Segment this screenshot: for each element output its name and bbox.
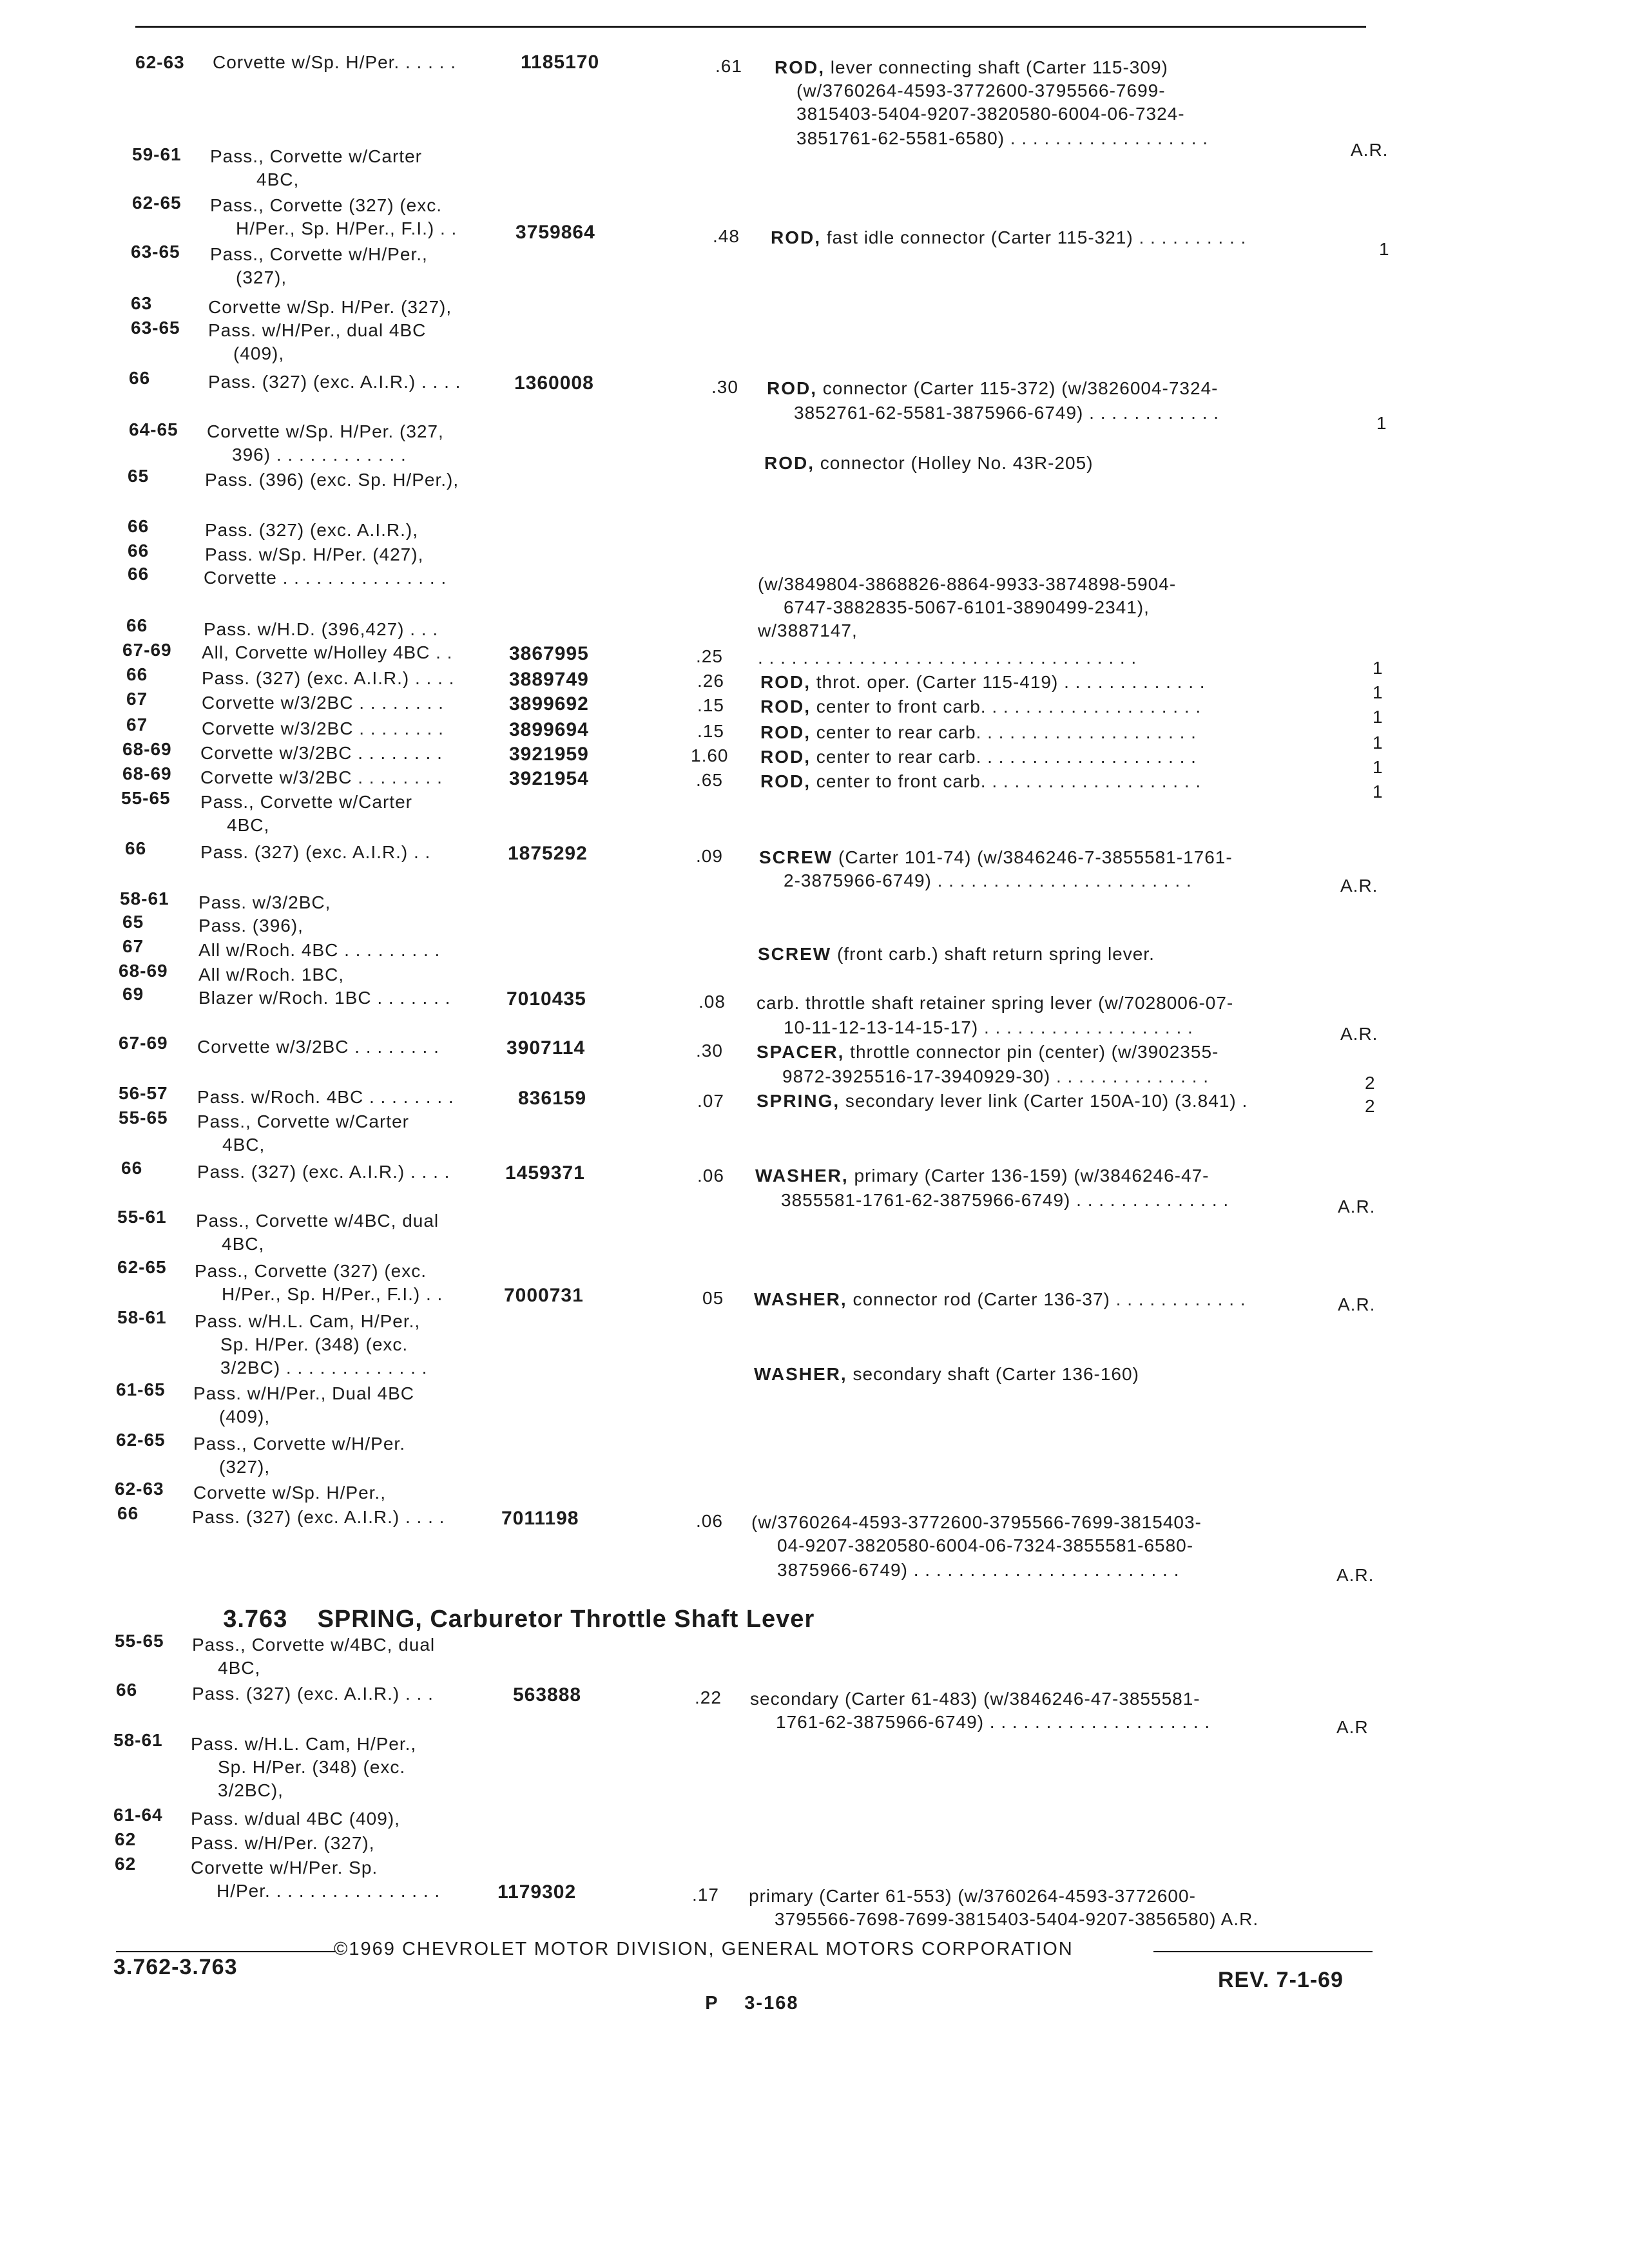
application-line: 65 [128, 466, 149, 486]
application-line: 65 [122, 912, 144, 932]
application-line: 59-61 [132, 144, 182, 164]
application-line: 58-61 [113, 1730, 163, 1750]
part-description: center to front carb. . . . . . . . . . . . . . . . . . . . [811, 697, 1202, 716]
application-line: Pass., Corvette w/H/Per., [210, 244, 428, 264]
application-line: 55-65 [119, 1108, 168, 1128]
application-line: 67 [126, 715, 148, 735]
part-number: 563888 [513, 1684, 582, 1706]
price: .09 [696, 846, 723, 866]
part-number: 3899694 [509, 719, 589, 740]
description-line [757, 1090, 1248, 1112]
application-line: Pass. w/H.D. (396,427) . . . [204, 619, 439, 639]
description-line [775, 57, 1168, 79]
application-line: Pass., Corvette w/Carter [210, 146, 422, 166]
price: .65 [696, 770, 723, 790]
application-line: 68-69 [122, 764, 172, 783]
description-line: 10-11-12-13-14-15-17) . . . . . . . . . . . . . . . . . . . [784, 1017, 1193, 1037]
description-line: 3855581-1761-62-3875966-6749) . . . . . . . . . . . . . . [781, 1190, 1229, 1210]
application-line: Pass. w/H.L. Cam, H/Per., [191, 1734, 417, 1754]
part-keyword: SCREW [759, 847, 833, 867]
application-line: 67-69 [119, 1033, 168, 1053]
application-line: Pass., Corvette w/Carter [200, 792, 412, 812]
part-number: 1360008 [514, 372, 594, 394]
application-line: (409), [219, 1407, 271, 1427]
application-line: 69 [122, 984, 144, 1004]
price: .17 [692, 1885, 719, 1905]
description-line: secondary (Carter 61-483) (w/3846246-47-3855581- [750, 1689, 1200, 1709]
quantity: 2 [1365, 1096, 1376, 1116]
part-keyword: ROD, [760, 722, 811, 742]
description-line [760, 671, 1206, 693]
part-keyword: ROD, [760, 697, 811, 716]
application-line: Pass. (396), [198, 916, 304, 936]
quantity: A.R. [1340, 1024, 1378, 1044]
application-line: 63 [131, 293, 153, 313]
part-description: (Carter 101-74) (w/3846246-7-3855581-1761- [833, 847, 1233, 867]
description-line: 04-9207-3820580-6004-06-7324-3855581-6580- [777, 1535, 1194, 1555]
description-line: 1761-62-3875966-6749) . . . . . . . . . . . . . . . . . . . . [776, 1712, 1211, 1732]
quantity: 2 [1365, 1073, 1376, 1093]
description-line [760, 696, 1201, 718]
application-line: 58-61 [117, 1307, 167, 1327]
application-line: 3/2BC), [218, 1780, 284, 1800]
application-line: H/Per. . . . . . . . . . . . . . . . [217, 1881, 441, 1901]
application-line: 62 [115, 1829, 137, 1849]
application-line: Corvette w/3/2BC . . . . . . . . [200, 767, 443, 787]
part-description: center to rear carb. . . . . . . . . . . . . . . . . . . . [811, 722, 1197, 742]
application-line: H/Per., Sp. H/Per., F.I.) . . [222, 1284, 443, 1304]
part-number: 3899692 [509, 693, 589, 715]
price: .25 [696, 646, 723, 666]
description-line: (w/3760264-4593-3772600-3795566-7699- [796, 81, 1166, 101]
application-line: 68-69 [119, 961, 168, 981]
application-line: 67 [126, 689, 148, 709]
quantity: A.R. [1338, 1196, 1376, 1216]
application-line: 68-69 [122, 739, 172, 759]
application-line: 67 [122, 936, 144, 956]
application-line: All w/Roch. 4BC . . . . . . . . . [198, 940, 441, 960]
price: .30 [711, 377, 738, 397]
section-title: SPRING, Carburetor Throttle Shaft Lever [317, 1606, 815, 1633]
part-description: primary (Carter 136-159) (w/3846246-47- [848, 1166, 1210, 1186]
application-line: 66 [129, 368, 151, 388]
application-line: Pass. (327) (exc. A.I.R.) . . . . [202, 668, 455, 688]
application-line: 66 [128, 516, 149, 536]
part-keyword: WASHER, [754, 1364, 847, 1384]
part-keyword: SPRING, [757, 1091, 840, 1111]
application-line: Pass. w/H.L. Cam, H/Per., [195, 1311, 421, 1331]
top-rule [135, 26, 1366, 28]
application-line: Corvette w/3/2BC . . . . . . . . [202, 693, 444, 713]
footer-section-range: 3.762-3.763 [113, 1955, 238, 1979]
application-line: Pass., Corvette w/Carter [197, 1111, 409, 1131]
part-keyword: SCREW [758, 944, 832, 964]
price: .08 [699, 992, 726, 1012]
application-line: Pass. w/Roch. 4BC . . . . . . . . [197, 1087, 454, 1107]
application-line: Pass., Corvette (327) (exc. [210, 195, 443, 215]
description-line [767, 378, 1218, 399]
description-line: 9872-3925516-17-3940929-30) . . . . . . . . . . . . . . [782, 1066, 1210, 1086]
application-line: Blazer w/Roch. 1BC . . . . . . . [198, 988, 451, 1008]
quantity: 1 [1373, 707, 1383, 727]
description-line: 2-3875966-6749) . . . . . . . . . . . . . . . . . . . . . . . [784, 870, 1192, 890]
application-line: 62-63 [115, 1479, 164, 1499]
application-line: Pass. (327) (exc. A.I.R.), [205, 520, 418, 540]
application-line: Pass. (327) (exc. A.I.R.) . . . . [197, 1162, 450, 1182]
part-description: center to front carb. . . . . . . . . . . . . . . . . . . . [811, 771, 1202, 791]
part-description: throt. oper. (Carter 115-419) . . . . . . . . . . . . . [811, 672, 1206, 692]
application-line: Pass., Corvette w/4BC, dual [192, 1635, 436, 1655]
price: .06 [696, 1511, 723, 1531]
part-number: 3759864 [516, 222, 595, 243]
part-number: 7010435 [506, 988, 586, 1010]
application-line: Pass. (327) (exc. A.I.R.) . . . [192, 1684, 434, 1704]
description-line: primary (Carter 61-553) (w/3760264-4593-3772600- [749, 1886, 1196, 1906]
section-number: 3.763 [223, 1606, 288, 1633]
application-line: Corvette w/Sp. H/Per. . . . . . [213, 52, 457, 72]
price: 05 [702, 1288, 724, 1308]
application-line: All, Corvette w/Holley 4BC . . [202, 642, 453, 662]
application-line: H/Per., Sp. H/Per., F.I.) . . [236, 218, 458, 238]
quantity: A.R. [1336, 1565, 1374, 1585]
description-line [759, 847, 1233, 869]
application-line: 61-64 [113, 1805, 163, 1825]
part-keyword: ROD, [764, 453, 815, 473]
application-line: 66 [126, 664, 148, 684]
description-line: (w/3760264-4593-3772600-3795566-7699-3815403- [751, 1512, 1202, 1532]
part-number: 3867995 [509, 643, 589, 664]
description-line: carb. throttle shaft retainer spring lever (w/7028006-07- [757, 993, 1234, 1013]
part-keyword: ROD, [767, 378, 817, 398]
part-keyword: ROD, [771, 227, 821, 247]
part-description: connector (Carter 115-372) (w/3826004-7324- [817, 378, 1219, 398]
description-line [758, 943, 1155, 965]
application-line: 56-57 [119, 1083, 168, 1103]
part-keyword: WASHER, [754, 1289, 847, 1309]
quantity: 1 [1373, 658, 1383, 678]
quantity: A.R. [1351, 140, 1389, 160]
part-number: 7000731 [504, 1285, 584, 1306]
application-line: 55-65 [115, 1631, 164, 1651]
application-line: 62-65 [116, 1430, 166, 1450]
quantity: 1 [1373, 682, 1383, 702]
price: .22 [695, 1687, 722, 1707]
description-line: 3852761-62-5581-3875966-6749) . . . . . . . . . . . . [794, 403, 1220, 423]
application-line: Pass. w/Sp. H/Per. (427), [205, 544, 424, 564]
application-line: Corvette w/H/Per. Sp. [191, 1858, 378, 1878]
application-line: Pass., Corvette w/H/Per. [193, 1434, 405, 1454]
footer-revision: REV. 7-1-69 [1218, 1968, 1344, 1992]
application-line: 66 [121, 1158, 143, 1178]
part-number: 1459371 [505, 1162, 585, 1184]
part-number: 1179302 [497, 1881, 577, 1903]
application-line: Pass. (396) (exc. Sp. H/Per.), [205, 470, 459, 490]
price: .30 [696, 1041, 723, 1061]
price: .61 [715, 56, 742, 76]
part-description: throttle connector pin (center) (w/3902355- [844, 1042, 1219, 1062]
application-line: 4BC, [256, 169, 300, 189]
application-line: Corvette . . . . . . . . . . . . . . . [204, 568, 447, 588]
application-line: Pass. (327) (exc. A.I.R.) . . [200, 842, 431, 862]
description-line [771, 227, 1246, 249]
application-line: 55-65 [121, 788, 171, 808]
part-number: 1185170 [521, 52, 600, 73]
application-line: Corvette w/3/2BC . . . . . . . . [200, 743, 443, 763]
application-line: Sp. H/Per. (348) (exc. [220, 1334, 409, 1354]
application-line: Sp. H/Per. (348) (exc. [218, 1757, 406, 1777]
footer-page-number: 3-168 [744, 1993, 799, 2013]
footer-rule-right [1153, 1951, 1373, 1952]
quantity: 1 [1373, 757, 1383, 777]
quantity: 1 [1373, 733, 1383, 753]
application-line: 66 [117, 1503, 139, 1523]
description-line [754, 1289, 1246, 1311]
part-description: lever connecting shaft (Carter 115-309) [825, 57, 1168, 77]
description-line: (w/3849804-3868826-8864-9933-3874898-5904- [758, 574, 1177, 594]
description-line: 3851761-62-5581-6580) . . . . . . . . . . . . . . . . . . [796, 128, 1209, 148]
application-line: Corvette w/Sp. H/Per. (327), [208, 297, 452, 317]
application-line: Pass. (327) (exc. A.I.R.) . . . . [192, 1507, 445, 1527]
application-line: 4BC, [218, 1658, 261, 1678]
application-line: Corvette w/Sp. H/Per., [193, 1483, 386, 1503]
price: .15 [697, 721, 724, 741]
application-line: 66 [126, 615, 148, 635]
part-number: 836159 [518, 1088, 587, 1109]
quantity: A.R. [1340, 876, 1378, 896]
part-keyword: ROD, [775, 57, 825, 77]
application-line: 66 [128, 564, 149, 584]
application-line: Corvette w/3/2BC . . . . . . . . [202, 718, 444, 738]
part-description: center to rear carb. . . . . . . . . . . . . . . . . . . . [811, 747, 1197, 767]
application-line: Pass. w/3/2BC, [198, 892, 331, 912]
quantity: A.R [1336, 1717, 1369, 1737]
quantity: 1 [1373, 782, 1383, 802]
application-line: 62-63 [135, 52, 185, 72]
description-line [755, 1165, 1209, 1187]
part-keyword: ROD, [760, 747, 811, 767]
footer-page-ref [679, 1970, 798, 2036]
part-description: connector rod (Carter 136-37) . . . . . . . . . . . . [847, 1289, 1246, 1309]
application-line: 63-65 [131, 318, 180, 338]
application-line: Pass. w/H/Per., dual 4BC [208, 320, 427, 340]
application-line: Pass. w/dual 4BC (409), [191, 1809, 400, 1829]
application-line: 55-61 [117, 1207, 167, 1227]
description-line: 6747-3882835-5067-6101-3890499-2341), [784, 597, 1150, 617]
application-line: Pass. w/H/Per., Dual 4BC [193, 1383, 415, 1403]
price: .06 [697, 1166, 724, 1186]
description-line [754, 1363, 1139, 1385]
description-line [764, 452, 1094, 474]
application-line: 62-65 [117, 1257, 167, 1277]
description-line: w/3887147, [758, 620, 858, 640]
application-line: 4BC, [222, 1135, 265, 1155]
application-line: Corvette w/Sp. H/Per. (327, [207, 421, 444, 441]
application-line: 66 [128, 541, 149, 561]
part-keyword: ROD, [760, 672, 811, 692]
footer-page-prefix: P [705, 1993, 719, 2013]
part-keyword: WASHER, [755, 1166, 849, 1186]
application-line: (409), [233, 343, 285, 363]
price: .07 [697, 1091, 724, 1111]
application-line: Pass. w/H/Per. (327), [191, 1833, 375, 1853]
application-line: 64-65 [129, 419, 178, 439]
application-line: (327), [236, 267, 287, 287]
description-line [760, 746, 1197, 768]
description-line: . . . . . . . . . . . . . . . . . . . . . . . . . . . . . . . . . . [758, 648, 1137, 668]
application-line: 62-65 [132, 193, 182, 213]
application-line: 3/2BC) . . . . . . . . . . . . . [220, 1358, 428, 1378]
application-line: Pass., Corvette (327) (exc. [195, 1261, 427, 1281]
part-number: 7011198 [501, 1508, 579, 1529]
description-line: 3795566-7698-7699-3815403-5404-9207-3856580) A.R. [775, 1909, 1259, 1929]
part-description: fast idle connector (Carter 115-321) . . . . . . . . . . [821, 227, 1247, 247]
application-line: (327), [219, 1457, 271, 1477]
application-line: 61-65 [116, 1379, 166, 1399]
application-line: 66 [125, 838, 147, 858]
description-line: 3875966-6749) . . . . . . . . . . . . . . . . . . . . . . . . [777, 1560, 1180, 1580]
footer-rule-left [116, 1951, 335, 1952]
part-number: 3921954 [509, 768, 589, 789]
part-description: secondary shaft (Carter 136-160) [847, 1364, 1139, 1384]
application-line: 63-65 [131, 242, 180, 262]
part-description: (front carb.) shaft return spring lever. [831, 944, 1155, 964]
application-line: Pass. (327) (exc. A.I.R.) . . . . [208, 372, 461, 392]
application-line: 62 [115, 1854, 137, 1874]
part-number: 1875292 [508, 843, 588, 864]
section-heading [193, 1586, 815, 1652]
quantity: 1 [1376, 413, 1387, 433]
application-line: All w/Roch. 1BC, [198, 965, 345, 985]
price: .26 [697, 671, 724, 691]
application-line: 4BC, [222, 1234, 265, 1254]
description-line [760, 771, 1201, 793]
part-number: 3907114 [506, 1037, 586, 1059]
price: .48 [713, 226, 740, 246]
application-line: Corvette w/3/2BC . . . . . . . . [197, 1037, 439, 1057]
application-line: 67-69 [122, 640, 172, 660]
part-number: 3889749 [509, 669, 589, 690]
part-keyword: SPACER, [757, 1042, 845, 1062]
application-line: 66 [116, 1680, 138, 1700]
price: .15 [697, 695, 724, 715]
description-line [757, 1041, 1219, 1063]
part-number: 3921959 [509, 744, 589, 765]
description-line [760, 722, 1197, 744]
price: 1.60 [691, 745, 729, 765]
quantity: 1 [1379, 239, 1390, 259]
footer-copyright: ©1969 CHEVROLET MOTOR DIVISION, GENERAL MOTORS CORPORATION [334, 1939, 1074, 1959]
part-description: secondary lever link (Carter 150A-10) (3.841) . [840, 1091, 1248, 1111]
description-line: 3815403-5404-9207-3820580-6004-06-7324- [796, 104, 1185, 124]
part-description: connector (Holley No. 43R-205) [815, 453, 1094, 473]
application-line: 58-61 [120, 889, 169, 908]
application-line: Pass., Corvette w/4BC, dual [196, 1211, 439, 1231]
application-line: 4BC, [227, 815, 270, 835]
application-line: 396) . . . . . . . . . . . . [232, 445, 407, 465]
part-keyword: ROD, [760, 771, 811, 791]
quantity: A.R. [1338, 1294, 1376, 1314]
